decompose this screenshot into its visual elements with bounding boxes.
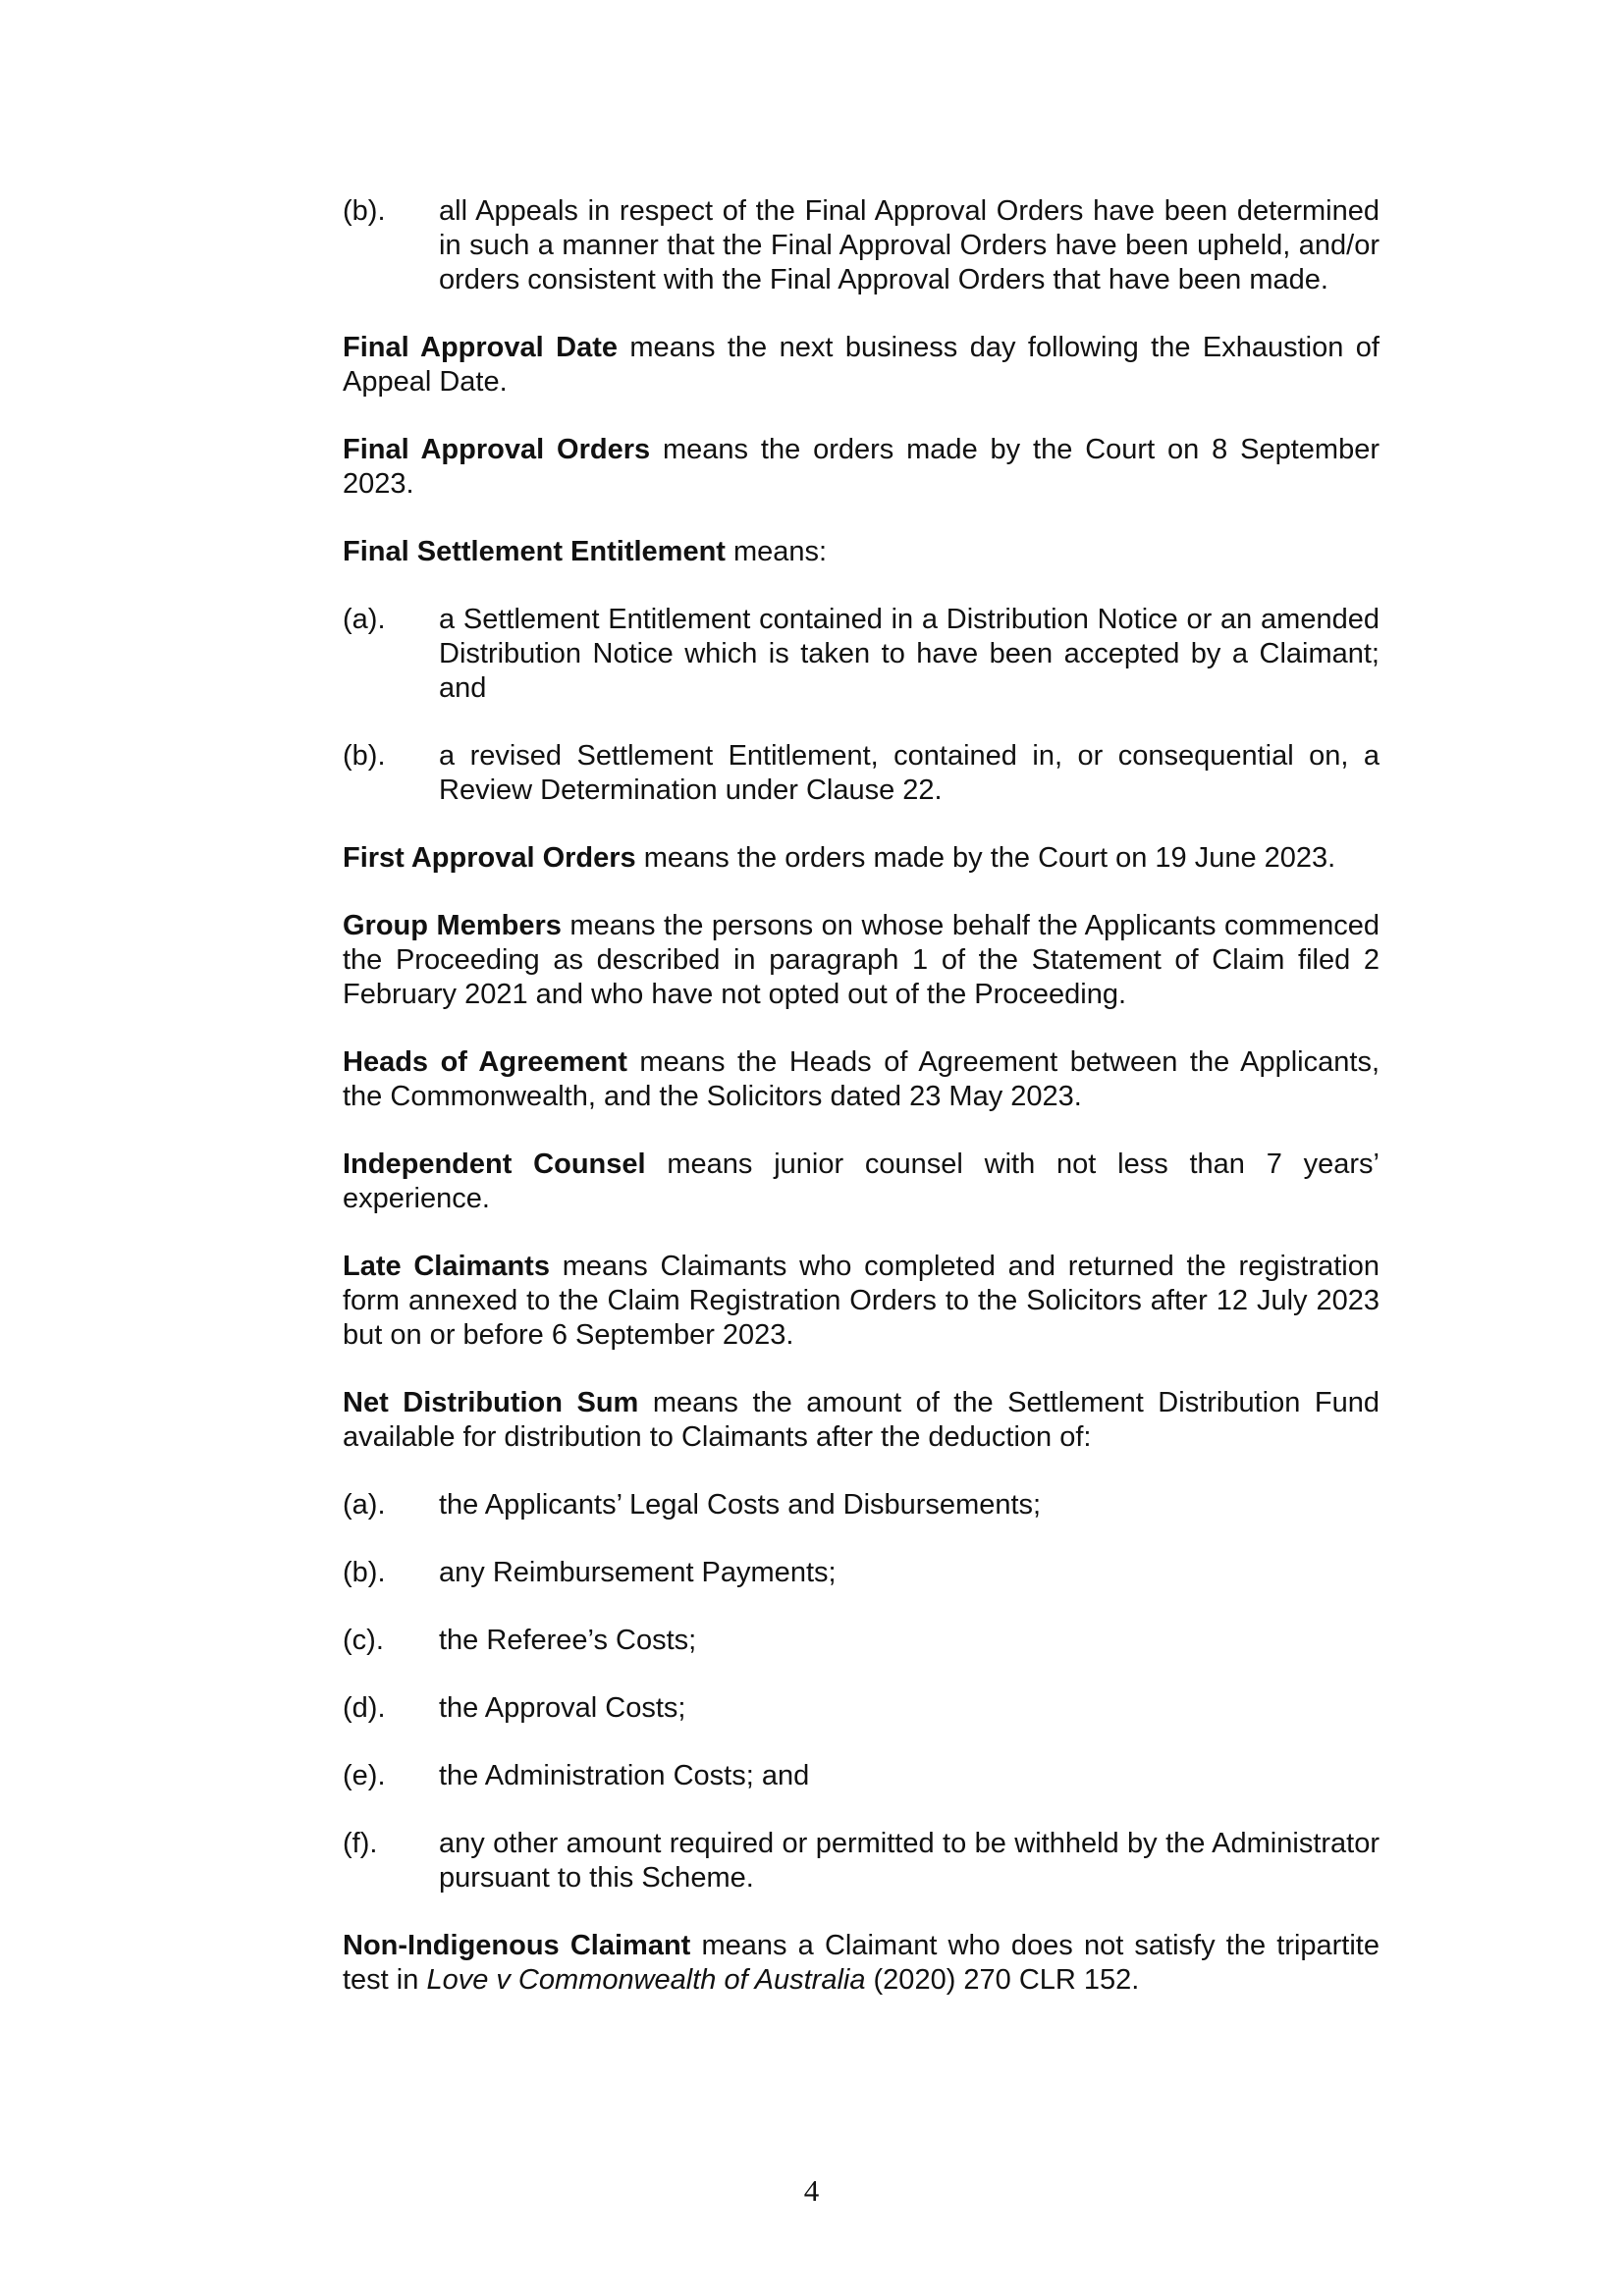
item-label: (a). [343, 1489, 386, 1521]
item-label: (d). [343, 1692, 386, 1724]
list-item [343, 194, 1380, 297]
definition-final-approval-orders [343, 433, 1380, 502]
list-item [343, 1759, 1380, 1793]
item-label: (c). [343, 1625, 384, 1656]
item-text: the Administration Costs; and [439, 1760, 810, 1791]
item-text: the Applicants’ Legal Costs and Disbursements; [439, 1489, 1042, 1521]
defined-term: Final Settlement Entitlement [343, 536, 726, 567]
item-label: (e). [343, 1760, 386, 1791]
item-text: the Referee’s Costs; [439, 1625, 697, 1656]
definition-text: means the next business day following the Exhaustion of Appeal Date. [343, 332, 1380, 398]
definition-text: means junior counsel with not less than 7 years’ experience. [343, 1148, 1380, 1214]
item-text: any other amount required or permitted to be withheld by the Administrator pursuant to this Scheme. [439, 1828, 1380, 1894]
definition-non-indigenous-claimant [343, 1929, 1380, 1998]
definition-text: means a Claimant who does not satisfy the tripartite test in [343, 1930, 1380, 1996]
definition-net-distribution-sum [343, 1386, 1380, 1455]
definition-text: means the orders made by the Court on 19 June 2023. [635, 842, 1336, 874]
case-name: Love v Commonwealth of Australia [426, 1964, 866, 1996]
definition-final-approval-date [343, 331, 1380, 400]
definition-final-settlement-entitlement [343, 535, 1380, 569]
item-text: a Settlement Entitlement contained in a Distribution Notice or an amended Distribution Notice which is taken to have been accepted by a Claimant; and [439, 604, 1380, 704]
list-item [343, 1624, 1380, 1658]
case-citation: (2020) 270 CLR 152. [865, 1964, 1140, 1996]
list-item [343, 603, 1380, 706]
defined-term: Heads of Agreement [343, 1046, 627, 1078]
defined-term: Final Approval Orders [343, 434, 651, 465]
item-text: any Reimbursement Payments; [439, 1557, 837, 1588]
defined-term: Independent Counsel [343, 1148, 646, 1180]
item-label: (b). [343, 1557, 386, 1588]
page-number: 4 [803, 2173, 820, 2208]
item-text: all Appeals in respect of the Final Approval Orders have been determined in such a manner that the Final Approval Orders have been upheld, and/or orders consistent with the Final Approval Orders that have been made. [439, 195, 1380, 295]
definition-text: means the amount of the Settlement Distribution Fund available for distribution to Claimants after the deduction of: [343, 1387, 1380, 1453]
page-body [343, 194, 1380, 1998]
definition-text: means the persons on whose behalf the Applicants commenced the Proceeding as described in paragraph 1 of the Statement of Claim filed 2 February 2021 and who have not opted out of the Proceeding. [343, 910, 1380, 1010]
item-label: (f). [343, 1828, 378, 1859]
item-label: (b). [343, 740, 386, 772]
defined-term: Group Members [343, 910, 562, 941]
defined-term: First Approval Orders [343, 842, 636, 874]
definition-late-claimants [343, 1250, 1380, 1353]
definition-group-members [343, 909, 1380, 1012]
list-item [343, 1827, 1380, 1896]
item-label: (b). [343, 195, 386, 227]
definition-independent-counsel [343, 1148, 1380, 1216]
item-text: a revised Settlement Entitlement, contained in, or consequential on, a Review Determination under Clause 22. [439, 740, 1380, 806]
defined-term: Late Claimants [343, 1251, 550, 1282]
item-text: the Approval Costs; [439, 1692, 686, 1724]
defined-term: Non-Indigenous Claimant [343, 1930, 691, 1961]
list-item [343, 1691, 1380, 1726]
definition-text: means Claimants who completed and returned the registration form annexed to the Claim Registration Orders to the Solicitors after 12 July 2023 but on or before 6 September 2023. [343, 1251, 1380, 1351]
defined-term: Final Approval Date [343, 332, 618, 363]
defined-term: Net Distribution Sum [343, 1387, 639, 1418]
list-item [343, 1556, 1380, 1590]
definition-heads-of-agreement [343, 1045, 1380, 1114]
definition-text: means: [725, 536, 828, 567]
item-label: (a). [343, 604, 386, 635]
list-item [343, 739, 1380, 808]
definition-first-approval-orders [343, 841, 1380, 876]
list-item [343, 1488, 1380, 1522]
definition-text: means the Heads of Agreement between the Applicants, the Commonwealth, and the Solicitors dated 23 May 2023. [343, 1046, 1380, 1112]
definition-text: means the orders made by the Court on 8 September 2023. [343, 434, 1380, 500]
